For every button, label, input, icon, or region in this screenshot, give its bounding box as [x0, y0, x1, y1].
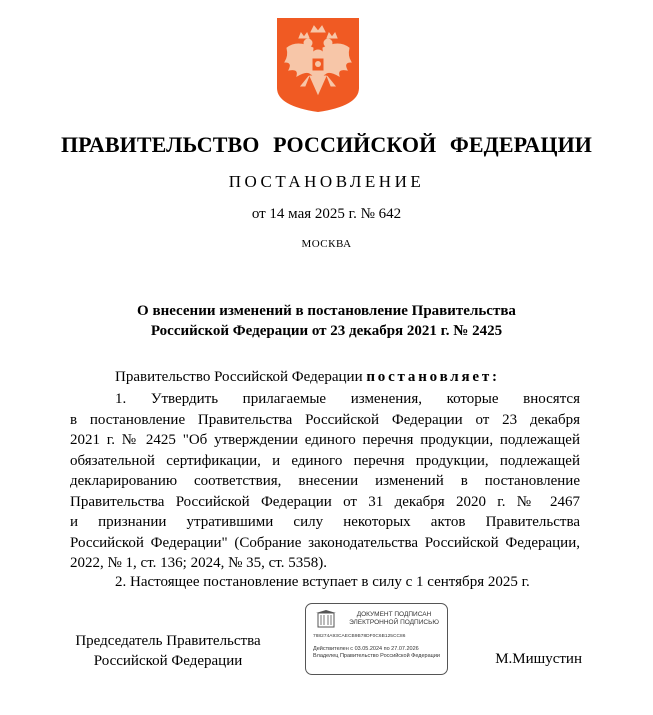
- clause-1-line: в постановление Правительства Российской Федерации от 23 декабря: [70, 411, 580, 428]
- clause-1-line: декларированию соответствия, внесении изменений в постановление: [70, 473, 580, 489]
- clause-1-line: 1. Утвердить прилагаемые изменения, которые вносятся: [115, 391, 580, 407]
- stamp-certificate: 788274A93CAECB9B78DF0C6B125CC86: [313, 634, 406, 639]
- document-subject: [0, 301, 653, 341]
- stamp-header-line: ЭЛЕКТРОННОЙ ПОДПИСЬЮ: [349, 619, 439, 626]
- document-city: МОСКВА: [301, 238, 352, 250]
- clause-1-line: 2021 г. № 2425 "Об утверждении единого перечня продукции, подлежащей: [70, 432, 580, 448]
- preamble-text: Правительство Российской Федерации: [115, 369, 367, 385]
- signer-role-line: Российской Федерации: [93, 653, 243, 669]
- stamp-owner: Владелец Правительство Российской Федерации: [313, 653, 440, 659]
- clause-2: 2. Настоящее постановление вступает в силу с 1 сентября 2025 г.: [115, 574, 530, 590]
- document-date-number: от 14 мая 2025 г. № 642: [251, 206, 402, 222]
- clause-1-line: обязательной сертификации, и единого перечня продукции, подлежащей: [70, 452, 580, 469]
- clause-1-line: 2022, № 1, ст. 136; 2024, № 35, ст. 5358).: [70, 555, 327, 571]
- clause-1-line: Правительства Российской Федерации от 31 декабря 2020 г. № 2467: [70, 493, 580, 510]
- stamp-header-line: ДОКУМЕНТ ПОДПИСАН: [356, 611, 432, 618]
- clause-1-line: и признании утратившими силу некоторых актов Правительства: [70, 514, 580, 530]
- document-type: ПОСТАНОВЛЕНИЕ: [228, 172, 425, 191]
- government-building-icon: [314, 610, 338, 628]
- subject-line: Российской Федерации от 23 декабря 2021 г. № 2425: [150, 323, 503, 339]
- clause-1: [70, 389, 580, 574]
- preamble-resolves: постановляет:: [366, 369, 500, 385]
- preamble: [115, 367, 585, 388]
- clause-1-line: Российской Федерации" (Собрание законодательства Российской Федерации,: [70, 534, 580, 551]
- signer-role: [66, 631, 270, 671]
- government-title: ПРАВИТЕЛЬСТВО РОССИЙСКОЙ ФЕДЕРАЦИИ: [60, 132, 593, 157]
- stamp-validity: Действителен с 03.05.2024 по 27.07.2026: [313, 646, 419, 652]
- stamp-header: [344, 611, 444, 627]
- signer-role-line: Председатель Правительства: [75, 633, 261, 649]
- coat-of-arms-icon: [277, 18, 359, 112]
- subject-line: О внесении изменений в постановление Правительства: [137, 303, 516, 319]
- electronic-signature-stamp: [305, 603, 448, 675]
- signer-name: М.Мишустин: [495, 651, 582, 667]
